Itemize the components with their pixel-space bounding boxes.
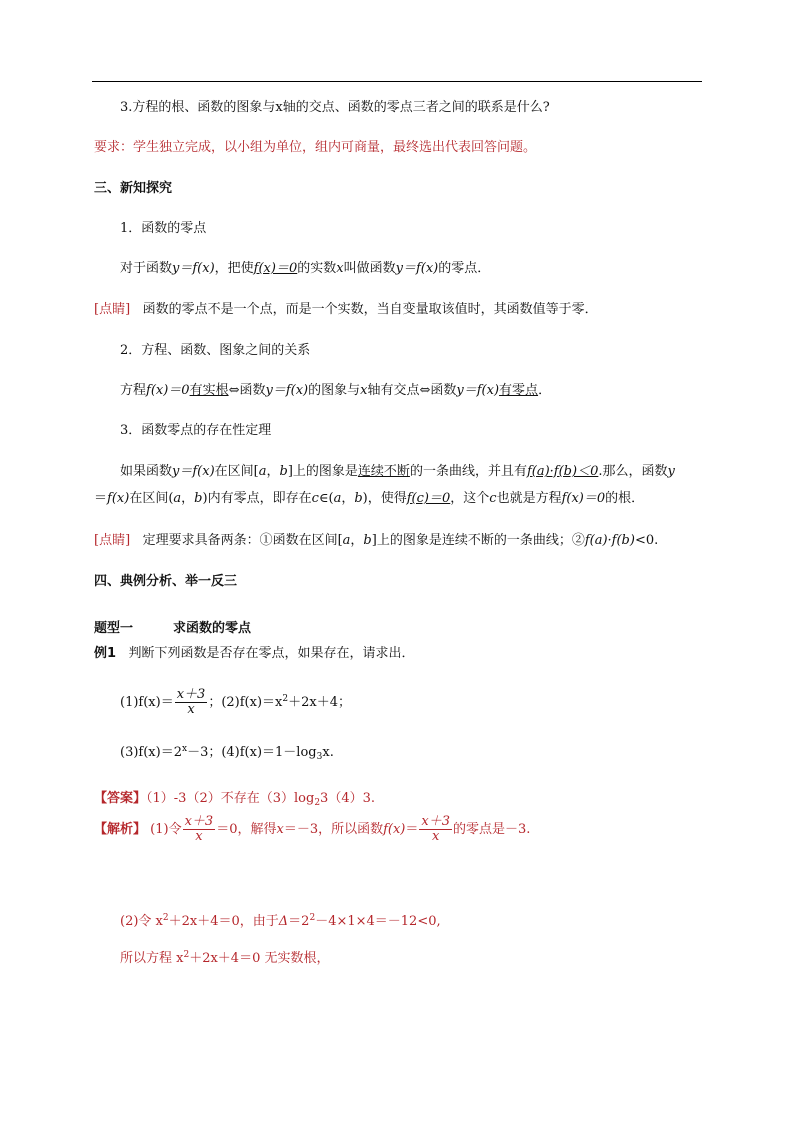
tip-tag: [点睛]: [94, 302, 131, 317]
example-functions-3-4: $(3)f(x)=2^x-3$；$(4)f(x)=1-\log_3x$.: [120, 744, 334, 762]
tip-2: [点睛] 定理要求具备两条：①函数在区间[a，b]上的图象是连续不断的一条曲线；②f(a)·f(b)<0.: [94, 533, 659, 548]
analysis-part-2a: (2)令 $x^2+2x+4=0$，由于$\Delta=2^2-4\times 1\times 4=-12<0$,: [120, 913, 441, 929]
fraction: $\frac{x+3}{x}$: [421, 814, 451, 844]
fraction: $\frac{x+3}{x}$: [184, 814, 214, 844]
analysis-tag: 【解析】: [94, 822, 147, 837]
question-3: 3.方程的根、函数的图象与x轴的交点、函数的零点三者之间的联系是什么?: [120, 100, 550, 115]
subsection-1-title: 1．函数的零点: [120, 221, 207, 236]
theorem-line-1: 如果函数y＝f(x)在区间[a，b]上的图象是连续不断的一条曲线，并且有f(a)·f(b)＜0.那么，函数y: [120, 464, 675, 479]
requirement-note: 要求：学生独立完成，以小组为单位，组内可商量，最终选出代表回答问题。: [94, 140, 537, 155]
section-3-title: 三、新知探究: [94, 181, 173, 196]
header-rule: [92, 81, 702, 82]
subsection-3-title: 3．函数零点的存在性定理: [120, 423, 272, 438]
zero-definition: 对于函数y＝f(x)，把使f(x)＝0的实数x叫做函数y＝f(x)的零点．: [120, 261, 491, 276]
analysis-part-2b: 所以方程 $x^2+2x+4=0$ 无实数根，: [120, 950, 330, 966]
section-4-title: 四、典例分析、举一反三: [94, 574, 238, 589]
answer-tag: 【答案】: [94, 791, 147, 806]
example-1: 例1 判断下列函数是否存在零点，如果存在，请求出．: [94, 646, 415, 661]
fraction: $\frac{x+3}{x}$: [176, 687, 206, 717]
subsection-2-title: 2．方程、函数、图象之间的关系: [120, 343, 311, 358]
tip-1: [点睛] 函数的零点不是一个点，而是一个实数，当自变量取该值时，其函数值等于零．: [94, 302, 598, 317]
theorem-line-2: ＝f(x)在区间(a，b)内有零点，即存在c∈(a，b)，使得f(c)＝0，这个c也就是方程f(x)＝0的根．: [94, 491, 645, 506]
relation-statement: 方程f(x)＝0有实根⇔函数y＝f(x)的图象与x轴有交点⇔函数y＝f(x)有零点．: [120, 383, 552, 398]
type-1-heading: 题型一 求函数的零点: [94, 621, 252, 636]
example-functions-1-2: (1)f(x)＝ $\frac{x+3}{x}$ ；$(2)f(x)=x^2+2x+4$；: [120, 687, 351, 717]
answer: 【答案】（1）-3（2）不存在$(3)\log_23(4)3$.: [94, 791, 375, 808]
example-label: 例1: [94, 646, 117, 661]
tip-tag: [点睛]: [94, 533, 131, 548]
analysis-part-1: 【解析】 (1)令 $\frac{x+3}{x}$ ＝0，解得x＝－3，所以函数f(x)＝ $\frac{x+3}{x}$ 的零点是－3.: [94, 814, 531, 844]
